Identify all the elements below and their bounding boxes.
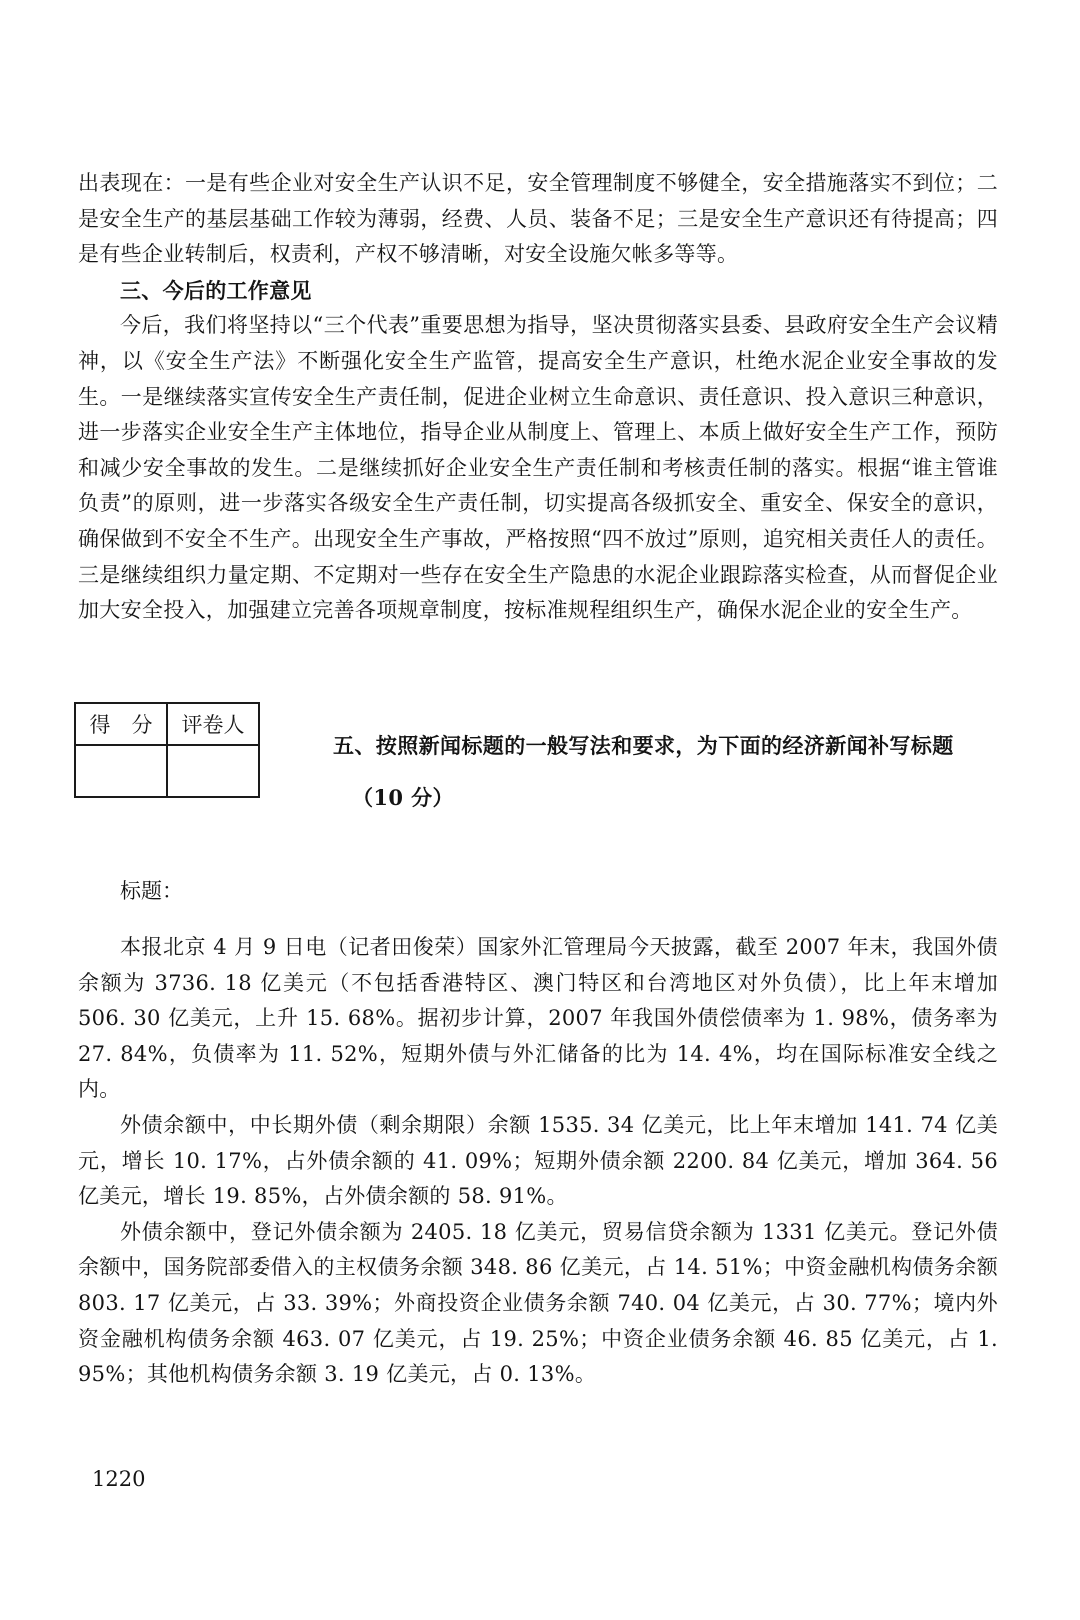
page-number: 1220 [92, 1467, 146, 1491]
news-article [78, 930, 998, 1393]
question-five-prompt: 五、按照新闻标题的一般写法和要求，为下面的经济新闻补写标题 [333, 733, 954, 758]
grader-cell[interactable] [167, 745, 259, 797]
work-opinion-paragraph: 今后，我们将坚持以“三个代表”重要思想为指导，坚决贯彻落实县委、县政府安全生产会议精神，以《安全生产法》不断强化安全生产监管，提高安全生产意识，杜绝水泥企业安全事故的发生。一是继续落实宣传安全生产责任制，促进企业树立生命意识、责任意识、投入意识三种意识，进一步落实企业安全生产主体地位，指导企业从制度上、管理上、本质上做好安全生产工作，预防和减少安全事故的发生。二是继续抓好企业安全生产责任制和考核责任制的落实。根据“谁主管谁负责”的原则，进一步落实各级安全生产责任制，切实提高各级抓安全、重安全、保安全的意识，确保做到不安全不生产。出现安全生产事故，严格按照“四不放过”原则，追究相关责任人的责任。三是继续组织力量定期、不定期对一些存在安全生产隐患的水泥企业跟踪落实检查，从而督促企业加大安全投入，加强建立完善各项规章制度，按标准规程组织生产，确保水泥企业的安全生产。 [78, 313, 998, 623]
title-label: 标题： [120, 879, 183, 903]
score-cell[interactable] [75, 745, 167, 797]
score-table [74, 702, 260, 798]
news-paragraph-3: 外债余额中，登记外债余额为 2405. 18 亿美元，贸易信贷余额为 1331 亿美元。登记外债余额中，国务院部委借入的主权债务余额 348. 86 亿美元，占 14. 51%；中资金融机构债务余额 803. 17 亿美元，占 33. 39%；外商投资企业债务余额 740. 04 亿美元，占 30. 77%；境内外资金融机构债务余额 463. 07 亿美元，占 19. 25%；中资企业债务余额 46. 85 亿美元，占 1. 95%；其他机构债务余额 3. 19 亿美元，占 0. 13%。 [78, 1219, 998, 1387]
question-five-points: （10 分） [352, 785, 454, 810]
section-heading: 三、今后的工作意见 [120, 277, 312, 303]
score-header: 得 分 [75, 703, 167, 745]
continuation-paragraph: 出表现在：一是有些企业对安全生产认识不足，安全管理制度不够健全，安全措施落实不到位；二是安全生产的基层基础工作较为薄弱，经费、人员、装备不足；三是安全生产意识还有待提高；四是有些企业转制后，权责利，产权不够清晰，对安全设施欠帐多等等。 [78, 171, 998, 267]
news-paragraph-2: 外债余额中，中长期外债（剩余期限）余额 1535. 34 亿美元，比上年末增加 141. 74 亿美元，增长 10. 17%，占外债余额的 41. 09%；短期外债余额 2200. 84 亿美元，增加 364. 56 亿美元，增长 19. 85%，占外债余额的 58. 91%。 [78, 1112, 998, 1209]
news-paragraph-1: 本报北京 4 月 9 日电（记者田俊荣）国家外汇管理局今天披露，截至 2007 年末，我国外债余额为 3736. 18 亿美元（不包括香港特区、澳门特区和台湾地区对外负债），比上年末增加 506. 30 亿美元，上升 15. 68%。据初步计算，2007 年我国外债偿债率为 1. 98%，债务率为 27. 84%，负债率为 11. 52%，短期外债与外汇储备的比为 14. 4%，均在国际标准安全线之内。 [78, 935, 998, 1102]
top-text-section [78, 166, 998, 629]
grader-header: 评卷人 [167, 703, 259, 745]
